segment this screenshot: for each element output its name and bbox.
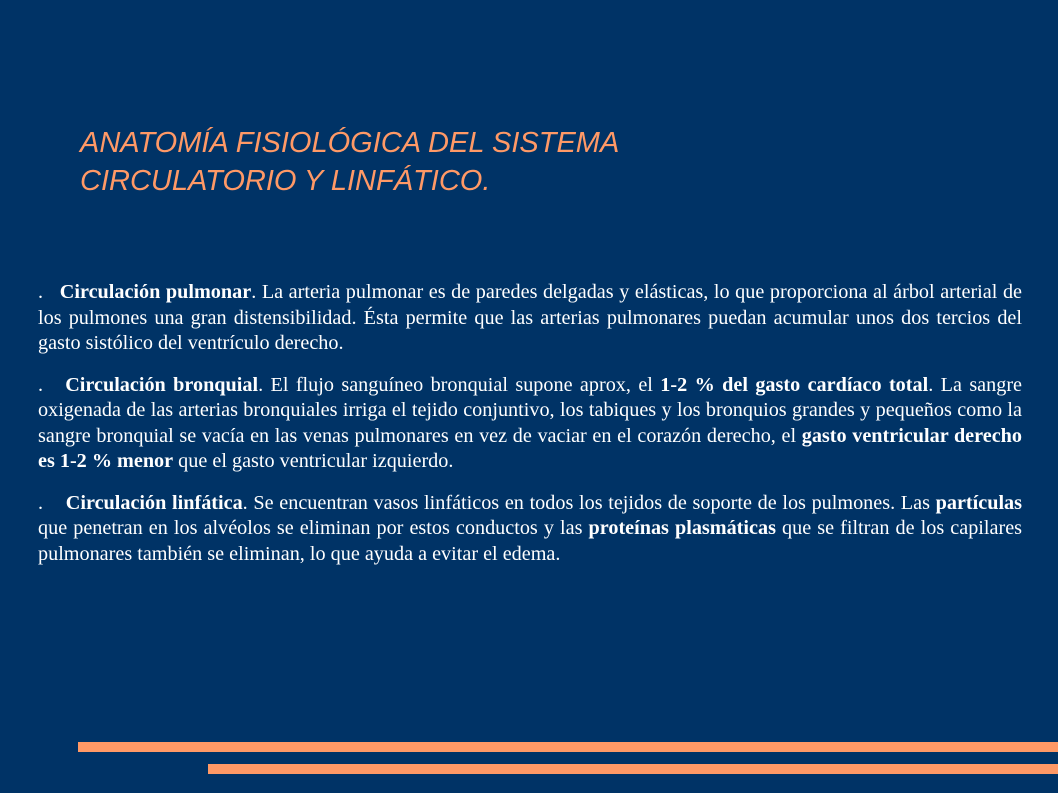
paragraph-heading: Circulación linfática: [65, 491, 243, 514]
paragraph-text: que el gasto ventricular izquierdo.: [173, 450, 454, 472]
paragraph-text: . La arteria pulmonar es de paredes delgadas y elásticas, lo que proporciona al árbol arterial de los pulmones una gran distensibilidad. Ésta permite que las arterias pulmonares puedan acumular unos dos tercios del gasto sistólico del ventrículo derecho.: [38, 281, 1022, 354]
bullet-dot: .: [38, 373, 66, 396]
paragraph-circulacion-pulmonar: [38, 280, 1022, 357]
slide-title-line-1: ANATOMÍA FISIOLÓGICA DEL SISTEMA: [80, 127, 620, 159]
paragraph-circulacion-linfatica: [38, 491, 1022, 568]
paragraph-circulacion-bronquial: [38, 373, 1022, 475]
paragraph-text: que penetran en los alvéolos se eliminan por estos conductos y las: [38, 517, 589, 539]
emphasis-text: 1-2 % del gasto cardíaco total: [660, 373, 929, 396]
paragraph-text: . El flujo sanguíneo bronquial supone aprox, el: [258, 373, 661, 396]
paragraph-heading: Circulación bronquial: [65, 373, 259, 396]
emphasis-text: proteínas plasmáticas: [588, 517, 776, 539]
emphasis-text: gasto ventricular derecho es 1-2 % menor: [38, 424, 1022, 472]
bullet-dot: .: [38, 491, 66, 514]
decorative-bar-lower: [208, 764, 1058, 774]
slide-title: [80, 124, 980, 200]
paragraph-text: . La sangre oxigenada de las arterias bronquiales irriga el tejido conjuntivo, los tabiques y los bronquios grandes y pequeños como la sangre bronquial se vacía en las venas pulmonares en vez de vaciar en el corazón derecho, el: [38, 373, 1022, 447]
bullet-dot: .: [38, 281, 60, 303]
paragraph-text: . Se encuentran vasos linfáticos en todos los tejidos de soporte de los pulmones. Las: [242, 491, 936, 514]
paragraph-heading: Circulación pulmonar: [59, 281, 252, 303]
emphasis-text: partículas: [935, 491, 1022, 514]
decorative-bar-upper: [78, 742, 1058, 752]
paragraph-text: que se filtran de los capilares pulmonares también se eliminan, lo que ayuda a evitar el edema.: [38, 517, 1023, 565]
slide-title-line-2: CIRCULATORIO Y LINFÁTICO.: [80, 165, 491, 197]
slide-body: [38, 280, 1022, 583]
